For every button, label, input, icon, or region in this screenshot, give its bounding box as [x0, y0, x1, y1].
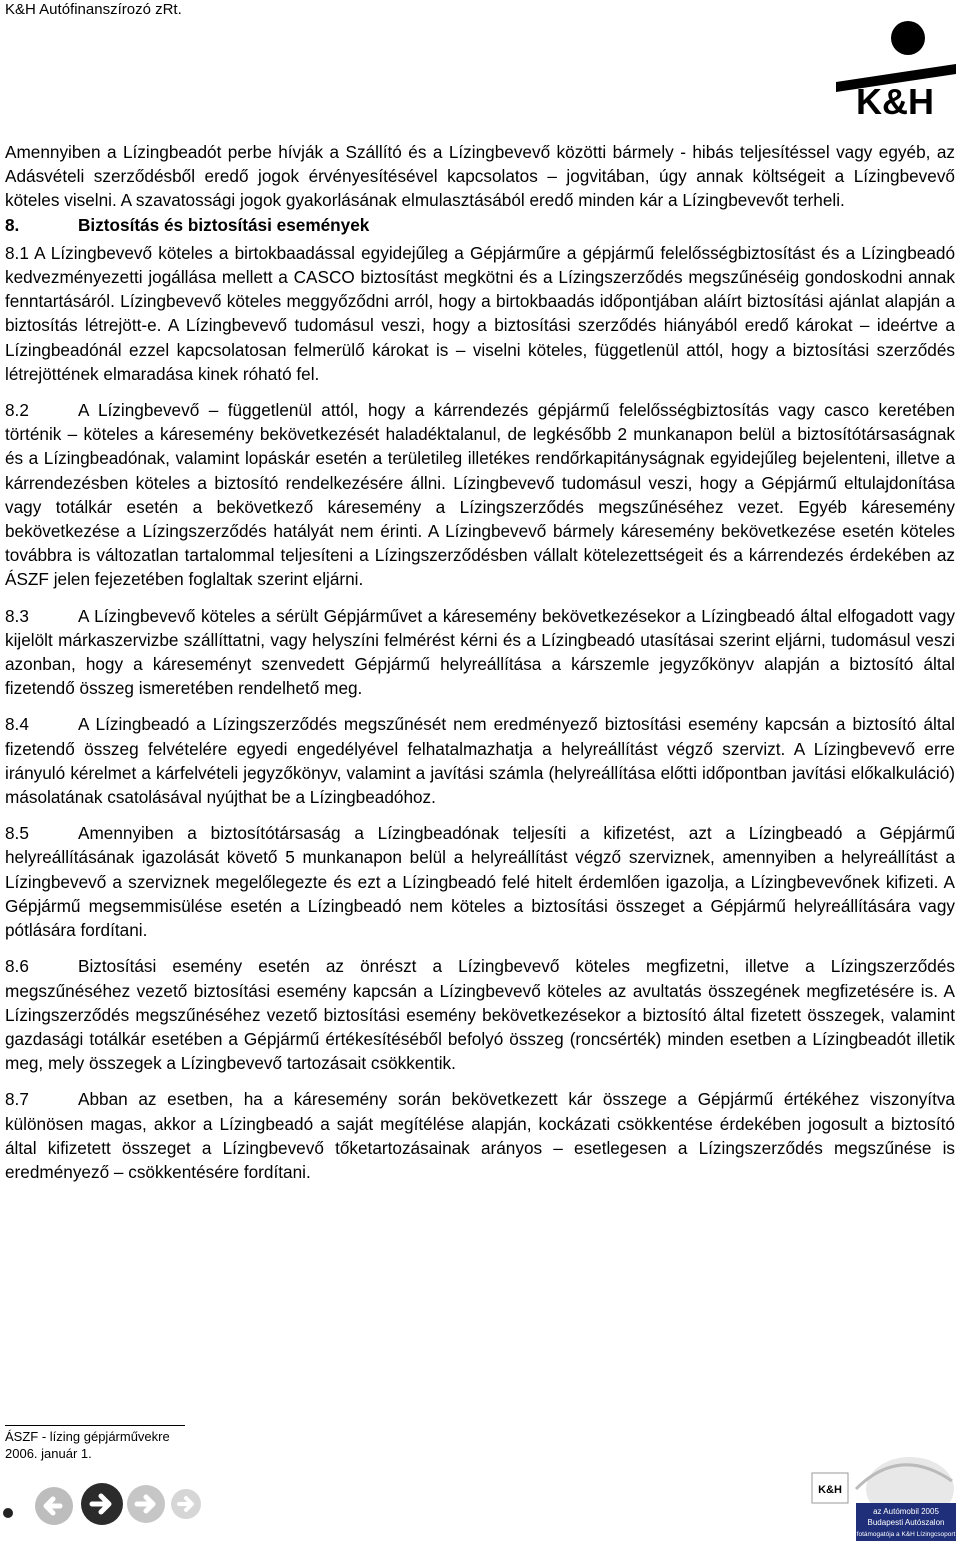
logo-text: K&H: [856, 81, 934, 116]
document-body: [5, 140, 955, 1184]
paragraph-number: 8.2: [5, 400, 29, 421]
paragraph-8-3: [5, 604, 955, 701]
paragraph-text: A Lízingbevevő – függetlenül attól, hogy a kárrendezés gépjármű felelősségbiztosítás vagy casco keretében történik – köteles a káresemény bekövetkezését haladéktalanul, de legkésőbb 2 munkanapon belül a biztosítótársaságnak és a Lízingbeadónak, valamint lopáskár esetén a területileg illetékes rendőrkapitányságnak egyidejűleg bejelenteni, illetve a kárrendezésben köteles a biztosító rendelkezésére állni. Lízingbevevő tudomásul veszi, hogy a Gépjármű eltulajdonítása vagy totálkár esetén a bekövetkező káresemény a Lízingszerződés megszűnéséhez vezet. Egyéb káresemény bekövetkezése a Lízingszerződés hatályát nem érinti. A Lízingbevevő bármely káresemény bekövetkezése esetén köteles továbbra is változatlan tartalommal teljesíteni a Lízingszerződésben vállalt kötelezettségeit és a kárrendezés érdekében az ÁSZF jelen fejezetében foglaltak szerint eljárni.: [5, 400, 955, 590]
footer-divider: [5, 1425, 185, 1426]
paragraph-8-2: [5, 398, 955, 592]
section-number: 8.: [5, 214, 20, 235]
paragraph-8-7: [5, 1087, 955, 1184]
paragraph-text: Abban az esetben, ha a káresemény során bekövetkezett kár összege a Gépjármű értékéhez viszonyítva különösen magas, akkor a Lízingbeadó a saját megítélése alapján, kockázati csökkentése érdekében jogosult a biztosító által kifizetett összeget a Lízingbevevő tőketartozásainak arányos – esetlegesen a Lízingszerződés megszűnése is eredményező – csökkentésére fordítani.: [5, 1089, 955, 1182]
next-page-icon[interactable]: [80, 1482, 124, 1526]
paragraph-text: A Lízingbevevő köteles a sérült Gépjárművet a káresemény bekövetkezésekor a Lízingbeadó által elfogadott vagy kijelölt márkaszervizbe szállíttatni, vagy helyszíni felmérést kérni és a Lízingbeadó utasításai szerint eljárni, tudomásul veszi azonban, hogy a káreseményt szenvedett Gépjármű helyreállítása a kárszemle jegyzőkönyv alapján a biztosító által fizetendő összeg ismeretében rendelhető meg.: [5, 605, 955, 699]
footer: [5, 1428, 170, 1462]
paragraph-8-1: [5, 241, 955, 386]
paragraph-text: Biztosítási esemény esetén az önrészt a Lízingbevevő köteles megfizetni, illetve a Lízingszerződés megszűnéséhez vezető biztosítási esemény kapcsán a Lízingbevevő köteles az avultatás összegének megfizetésére is. A Lízingszerződés megszűnéséhez vezető biztosítási esemény bekövetkezésekor a biztosító által fizetett összegek, valamint gazdasági totálkár esetében a Gépjármű értékesítéséből befolyó összeg (roncsérték) minden esetben a Lízingbeadót illetik meg, mely összegek a Lízingbevevő tartozásait csökkentik.: [5, 956, 955, 1074]
forward-page-icon[interactable]: [126, 1484, 166, 1524]
page-navigation: [0, 1478, 260, 1540]
paragraph-8-6: [5, 954, 955, 1075]
paragraph-8-4: [5, 712, 955, 809]
last-page-icon[interactable]: [170, 1488, 202, 1520]
nav-dot-icon[interactable]: [3, 1508, 13, 1518]
paragraph-number: 8.4: [5, 714, 29, 735]
section-heading: [5, 213, 955, 237]
paragraph-number: 8.6: [5, 956, 29, 977]
paragraph-text: A Lízingbeadó a Lízingszerződés megszűnését nem eredményező biztosítási esemény kapcsán a biztosító által fizetendő összeg felvételére egyedi engedélyével felhatalmazhatja a helyreállítást végző szervizt. A Lízingbevevő erre irányuló kérelmet a kárfelvételi jegyzőkönyv, valamint a javítási számla (helyreállítása előtti időpontban javítási előkalkuláció) másolatának csatolásával nyújthat be a Lízingbeadóhoz.: [5, 714, 955, 808]
kh-logo: [834, 20, 956, 116]
paragraph-text: A Lízingbevevő köteles a birtokbaadással egyidejűleg a Gépjárműre a gépjármű felelősségbiztosítást és a Lízingbeadó kedvezményezetti jogállása mellett a CASCO biztosítást megkötni és a Lízingszerződés megszűnéséig gondoskodni annak fenntartásáról. Lízingbevevő köteles meggyőződni arról, hogy a birtokbaadás időpontjában aláírt biztosítási ajánlat alapján a biztosítás létrejött-e. A Lízingbevevő tudomásul veszi, hogy a biztosítási szerződés hiányából eredő károkat – ideértve a Lízingbeadónál ezzel kapcsolatosan felmerülő károkat is – viselni köteles, függetlenül attól, hogy a biztosítási szerződés létrejöttének elmaradása kinek róható fel.: [5, 242, 955, 384]
paragraph-number: 8.5: [5, 823, 29, 844]
section-title: Biztosítás és biztosítási események: [78, 214, 370, 235]
paragraph-number: 8.1: [5, 242, 29, 263]
paragraph-text: Amennyiben a biztosítótársaság a Lízingbeadónak teljesíti a kifizetést, azt a Lízingbeadó a Gépjármű helyreállításának igazolását követő 5 munkanapon belül a helyreállítást végző szerviznek, amennyiben a helyreállítást a Lízingbevevő a szerviznek megelőlegezte és ezt a Lízingbeadó felé hitelt érdemlően igazolja, a Lízingbevevőnek kifizeti. A Gépjármű megsemmisülése esetén a Lízingbeadó nem köteles a biztosítási összeget a Gépjármű helyreállítására vagy pótlására fordítani.: [5, 823, 955, 941]
badge-line3: fotámogatója a K&H Lízingcsoport: [856, 1531, 956, 1538]
paragraph-8-5: [5, 821, 955, 942]
badge-line2: Budapesti Autószalon: [867, 1518, 945, 1527]
badge-line1: az Autómobil 2005: [873, 1507, 939, 1516]
intro-paragraph: Amennyiben a Lízingbeadót perbe hívják a Szállító és a Lízingbevevő közötti bármely - hibás teljesítéssel vagy egyéb, az Adásvételi szerződésből eredő jogok érvényesítésével kapcsolatos – jogvitában, úgy annak költségeit a Lízingbevevő köteles viselni. A szavatossági jogok gyakorlásának elmulasztásából eredő minden kár a Lízingbevevőt terheli.: [5, 142, 955, 211]
company-name: K&H Autófinanszírozó zRt.: [5, 1, 182, 18]
prev-page-icon[interactable]: [34, 1486, 74, 1526]
paragraph-number: 8.3: [5, 605, 29, 626]
footer-doc-title: ÁSZF - lízing gépjárművekre: [5, 1429, 170, 1444]
footer-date: 2006. január 1.: [5, 1446, 92, 1461]
paragraph-number: 8.7: [5, 1089, 29, 1110]
badge-logo-text: K&H: [818, 1484, 842, 1496]
autosalon-badge: [760, 1455, 956, 1541]
